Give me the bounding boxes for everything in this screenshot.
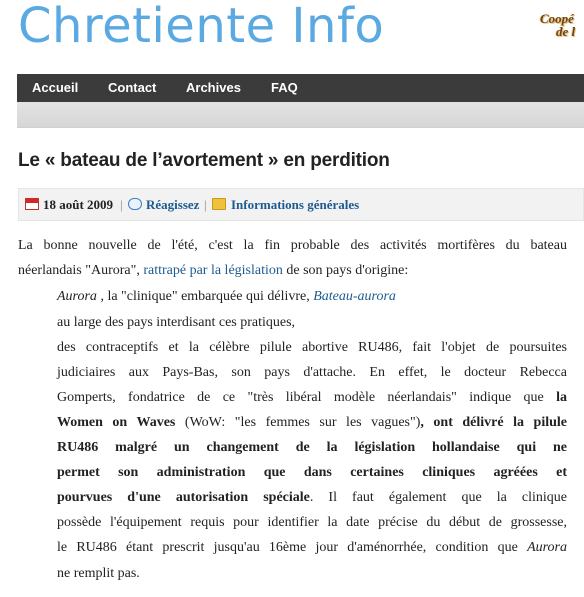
aurora-italic: Aurora	[527, 540, 567, 555]
nav-faq[interactable]: FAQ	[271, 80, 298, 95]
post-title[interactable]: Le « bateau de l’avortement » en perdition	[18, 150, 390, 171]
quote-text: , la "clinique" embarquée qui délivre,	[96, 289, 314, 304]
quote-bold: , ont délivré la pilule	[420, 415, 568, 430]
quote-text: Gomperts, fondatrice de ce "très libéral modèle néerlandais" indique que	[57, 390, 557, 405]
nav-contact[interactable]: Contact	[108, 80, 157, 95]
site-title[interactable]: Chretiente Info	[18, 0, 385, 54]
bateau-aurora-link[interactable]: Bateau-aurora	[313, 289, 396, 304]
quote-line12: ne remplit pas.	[57, 566, 140, 581]
quote-bold: Women on Waves	[57, 415, 176, 430]
meta-separator: |	[120, 197, 123, 212]
partner-logo-line2: de l	[556, 24, 576, 39]
post-date: 18 août 2009	[43, 197, 114, 212]
para1-line1: La bonne nouvelle de l'été, c'est la fin probable des activités mortifères du bateau	[18, 238, 567, 253]
para1-line2	[18, 258, 408, 283]
para1-text-before: néerlandais "Aurora",	[18, 263, 144, 278]
category-link[interactable]: Informations générales	[231, 197, 360, 212]
quote-line7: RU486 malgré un changement de la législation hollandaise qui ne	[57, 440, 567, 455]
legislation-link[interactable]: rattrapé par la législation	[143, 263, 283, 278]
quote-line11	[57, 535, 567, 560]
partner-logo-line1: Coopé	[540, 11, 574, 26]
quote-line1	[57, 284, 396, 309]
quote-line4: judiciaires aux Pays-Bas, son pays d'attache. En effet, le docteur Rebecca	[57, 365, 567, 380]
quote-bold: la	[556, 390, 567, 405]
quote-line10: possède l'équipement requis pour identifier la date précise du début de grossesse,	[57, 515, 567, 530]
quote-text: (WoW: "les femmes sur les vagues")	[175, 415, 421, 430]
quote-line6	[57, 410, 567, 435]
nav-accueil[interactable]: Accueil	[32, 80, 79, 95]
quote-line2: au large des pays interdisant ces pratiques,	[57, 315, 296, 330]
quote-text: . Il faut également que la clinique	[309, 490, 567, 505]
quote-line9	[57, 485, 567, 510]
aurora-italic: Aurora	[57, 289, 97, 304]
quote-line5	[57, 385, 567, 410]
comment-link[interactable]: Réagissez	[146, 197, 200, 212]
meta-separator: |	[204, 197, 207, 212]
para1-text-after: de son pays d'origine:	[282, 263, 409, 278]
nav-archives[interactable]: Archives	[186, 80, 241, 95]
quote-text: le RU486 étant prescrit jusqu'au 16ème jour d'aménorrhée, condition que	[57, 540, 528, 555]
quote-bold: pourvues d'une autorisation spéciale	[57, 490, 310, 505]
quote-line8: permet son administration que dans certaines cliniques agréées et	[57, 465, 567, 480]
quote-line3: des contraceptifs et la célèbre pilule abortive RU486, fait l'objet de poursuites	[57, 340, 567, 355]
